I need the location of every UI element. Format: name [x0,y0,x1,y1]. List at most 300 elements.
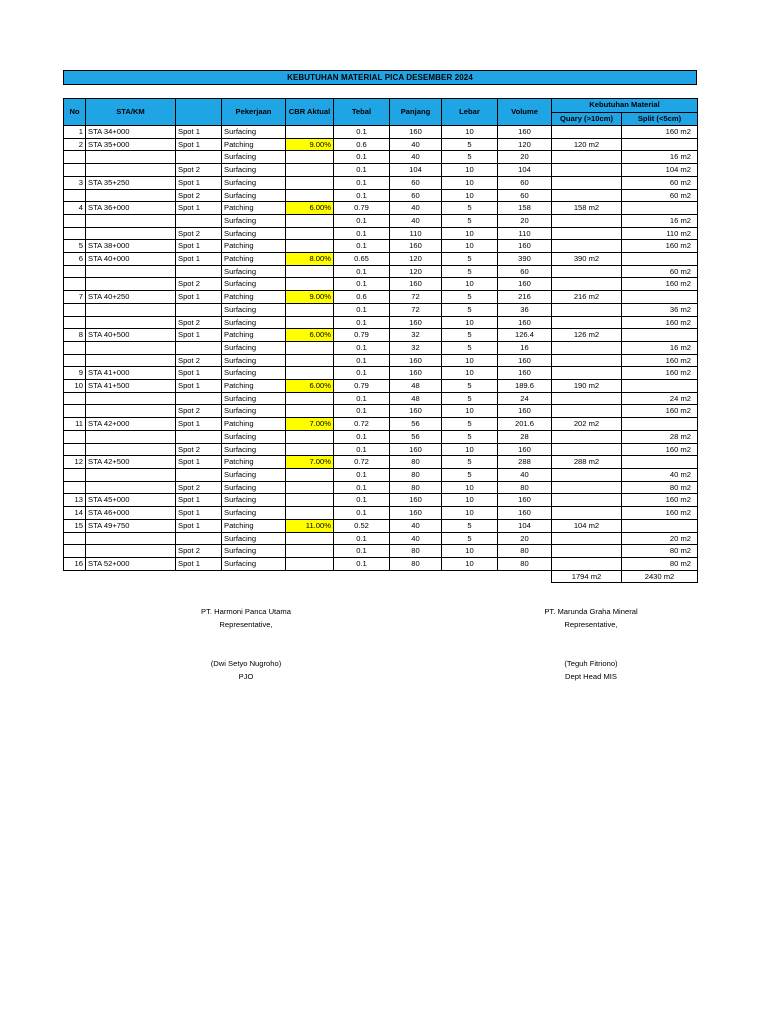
cell-pekerjaan: Surfacing [222,151,286,164]
cell-split [622,329,698,342]
cell-no: 9 [64,367,86,380]
cell-no [64,545,86,558]
header-no: No [64,99,86,126]
cell-tebal: 0.65 [334,253,390,266]
cell-split [622,253,698,266]
cell-split: 110 m2 [622,227,698,240]
cell-pekerjaan: Surfacing [222,532,286,545]
cell-tebal: 0.1 [334,392,390,405]
cell-tebal: 0.1 [334,303,390,316]
cell-quary: 202 m2 [552,418,622,431]
cell-pekerjaan: Surfacing [222,316,286,329]
table-row [64,456,698,469]
cell-volume: 160 [498,278,552,291]
table-row [64,418,698,431]
cell-spot: Spot 2 [176,443,222,456]
cell-tebal: 0.1 [334,316,390,329]
cell-cbr [286,341,334,354]
cell-pekerjaan: Patching [222,202,286,215]
cell-pekerjaan: Surfacing [222,443,286,456]
cell-split [622,456,698,469]
cell-volume: 36 [498,303,552,316]
cell-panjang: 160 [390,443,442,456]
signature-right-company: PT. Marunda Graha Mineral [544,607,638,616]
cell-cbr [286,557,334,570]
cell-spot [176,151,222,164]
cell-volume: 158 [498,202,552,215]
cell-no [64,303,86,316]
table-row [64,214,698,227]
cell-spot [176,303,222,316]
cell-volume: 28 [498,430,552,443]
cell-pekerjaan: Surfacing [222,545,286,558]
cell-tebal: 0.1 [334,176,390,189]
cell-volume: 126.4 [498,329,552,342]
cell-pekerjaan: Surfacing [222,189,286,202]
cell-no [64,227,86,240]
cell-quary [552,341,622,354]
cell-spot: Spot 1 [176,507,222,520]
cell-panjang: 120 [390,253,442,266]
cell-sta: STA 41+500 [86,380,176,393]
header-quary: Quary (>10cm) [552,112,622,126]
cell-lebar: 10 [442,126,498,139]
header-spot [176,99,222,126]
cell-split: 160 m2 [622,367,698,380]
cell-tebal: 0.6 [334,291,390,304]
cell-lebar: 5 [442,380,498,393]
cell-volume: 104 [498,519,552,532]
cell-split: 80 m2 [622,545,698,558]
cell-no: 1 [64,126,86,139]
cell-sta: STA 41+000 [86,367,176,380]
signature-left-company: PT. Harmoni Panca Utama [201,607,291,616]
cell-panjang: 60 [390,189,442,202]
cell-quary [552,303,622,316]
cell-panjang: 160 [390,354,442,367]
cell-volume: 160 [498,494,552,507]
cell-quary [552,240,622,253]
cell-sta [86,151,176,164]
cell-quary [552,494,622,507]
cell-split [622,519,698,532]
cell-tebal: 0.1 [334,354,390,367]
cell-quary [552,164,622,177]
cell-spot: Spot 2 [176,354,222,367]
cell-split: 28 m2 [622,430,698,443]
cell-sta [86,430,176,443]
cell-sta [86,189,176,202]
cell-cbr [286,303,334,316]
cell-split: 160 m2 [622,405,698,418]
cell-sta [86,443,176,456]
cell-spot [176,341,222,354]
cell-no [64,354,86,367]
cell-lebar: 10 [442,240,498,253]
signature-left-name: (Dwi Setyo Nugroho) [210,659,282,668]
cell-panjang: 80 [390,557,442,570]
cell-pekerjaan: Patching [222,138,286,151]
cell-volume: 160 [498,507,552,520]
material-table [63,98,698,583]
cell-spot [176,532,222,545]
cell-pekerjaan: Surfacing [222,265,286,278]
table-row [64,430,698,443]
cell-spot: Spot 2 [176,316,222,329]
cell-tebal: 0.1 [334,367,390,380]
cell-spot: Spot 2 [176,545,222,558]
cell-lebar: 5 [442,430,498,443]
cell-lebar: 5 [442,151,498,164]
cell-panjang: 80 [390,545,442,558]
cell-spot: Spot 2 [176,164,222,177]
cell-quary [552,214,622,227]
cell-pekerjaan: Surfacing [222,494,286,507]
cell-split [622,138,698,151]
table-row [64,545,698,558]
cell-spot [176,468,222,481]
cell-no [64,278,86,291]
cell-panjang: 160 [390,367,442,380]
cell-volume: 160 [498,316,552,329]
cell-no [64,189,86,202]
cell-no: 5 [64,240,86,253]
signature-left-role: Representative, [219,620,273,629]
table-row [64,164,698,177]
cell-split: 80 m2 [622,557,698,570]
cell-pekerjaan: Surfacing [222,481,286,494]
cell-split: 60 m2 [622,176,698,189]
cell-spot: Spot 1 [176,494,222,507]
cell-lebar: 10 [442,176,498,189]
cell-volume: 80 [498,557,552,570]
cell-lebar: 5 [442,468,498,481]
cell-pekerjaan: Surfacing [222,176,286,189]
cell-no [64,430,86,443]
cell-lebar: 5 [442,214,498,227]
cell-quary [552,468,622,481]
cell-sta: STA 46+000 [86,507,176,520]
cell-no: 14 [64,507,86,520]
cell-spot [176,430,222,443]
totals-row [64,570,698,583]
cell-no: 4 [64,202,86,215]
cell-cbr [286,214,334,227]
cell-panjang: 48 [390,380,442,393]
cell-sta [86,392,176,405]
cell-tebal: 0.1 [334,278,390,291]
cell-split [622,202,698,215]
cell-split: 160 m2 [622,354,698,367]
cell-panjang: 60 [390,176,442,189]
cell-cbr [286,494,334,507]
header-panjang: Panjang [390,99,442,126]
cell-quary [552,443,622,456]
cell-panjang: 40 [390,214,442,227]
cell-panjang: 56 [390,418,442,431]
cell-panjang: 72 [390,303,442,316]
cell-sta [86,227,176,240]
cell-spot [176,392,222,405]
cell-panjang: 48 [390,392,442,405]
cell-split: 160 m2 [622,240,698,253]
cell-split: 160 m2 [622,507,698,520]
cell-pekerjaan: Patching [222,291,286,304]
cell-tebal: 0.79 [334,329,390,342]
cell-pekerjaan: Surfacing [222,430,286,443]
cell-tebal: 0.1 [334,430,390,443]
cell-cbr [286,316,334,329]
cell-tebal: 0.72 [334,456,390,469]
cell-sta [86,265,176,278]
table-row [64,303,698,316]
cell-tebal: 0.1 [334,405,390,418]
cell-tebal: 0.1 [334,189,390,202]
cell-lebar: 10 [442,367,498,380]
cell-lebar: 10 [442,316,498,329]
cell-quary [552,481,622,494]
header-lebar: Lebar [442,99,498,126]
cell-spot: Spot 1 [176,253,222,266]
cell-lebar: 5 [442,202,498,215]
cell-cbr [286,278,334,291]
cell-lebar: 5 [442,341,498,354]
cell-split [622,380,698,393]
cell-volume: 40 [498,468,552,481]
cell-spot: Spot 1 [176,329,222,342]
signature-right-name: (Teguh Fitriono) [564,659,618,668]
cell-cbr [286,164,334,177]
cell-tebal: 0.1 [334,507,390,520]
table-row [64,278,698,291]
table-row [64,253,698,266]
cell-sta [86,545,176,558]
cell-spot: Spot 1 [176,418,222,431]
cell-sta [86,354,176,367]
cell-cbr: 6.00% [286,329,334,342]
cell-pekerjaan: Surfacing [222,468,286,481]
cell-no: 3 [64,176,86,189]
cell-volume: 201.6 [498,418,552,431]
cell-split: 36 m2 [622,303,698,316]
cell-split: 16 m2 [622,341,698,354]
cell-panjang: 32 [390,329,442,342]
cell-sta: STA 38+000 [86,240,176,253]
cell-sta: STA 34+000 [86,126,176,139]
cell-cbr: 6.00% [286,202,334,215]
signature-right [521,605,661,683]
cell-no [64,468,86,481]
cell-tebal: 0.1 [334,545,390,558]
cell-volume: 160 [498,240,552,253]
cell-split: 60 m2 [622,189,698,202]
cell-tebal: 0.1 [334,443,390,456]
cell-spot: Spot 1 [176,176,222,189]
cell-panjang: 72 [390,291,442,304]
cell-volume: 80 [498,481,552,494]
cell-lebar: 5 [442,253,498,266]
cell-quary: 126 m2 [552,329,622,342]
cell-quary [552,126,622,139]
cell-cbr [286,430,334,443]
cell-cbr: 9.00% [286,291,334,304]
table-row [64,468,698,481]
cell-panjang: 40 [390,202,442,215]
cell-lebar: 5 [442,392,498,405]
cell-cbr [286,468,334,481]
cell-spot [176,214,222,227]
cell-panjang: 80 [390,468,442,481]
cell-spot [176,265,222,278]
total-split: 2430 m2 [622,570,698,583]
cell-sta: STA 40+500 [86,329,176,342]
cell-cbr: 7.00% [286,418,334,431]
cell-sta [86,303,176,316]
cell-quary: 190 m2 [552,380,622,393]
cell-tebal: 0.1 [334,240,390,253]
cell-sta: STA 52+000 [86,557,176,570]
cell-quary [552,430,622,443]
cell-panjang: 32 [390,341,442,354]
cell-pekerjaan: Surfacing [222,126,286,139]
cell-quary: 158 m2 [552,202,622,215]
cell-spot: Spot 1 [176,557,222,570]
cell-sta: STA 35+250 [86,176,176,189]
cell-split: 24 m2 [622,392,698,405]
cell-panjang: 160 [390,278,442,291]
cell-volume: 60 [498,265,552,278]
cell-cbr [286,189,334,202]
cell-quary: 216 m2 [552,291,622,304]
table-row [64,519,698,532]
cell-panjang: 104 [390,164,442,177]
cell-cbr: 7.00% [286,456,334,469]
cell-tebal: 0.72 [334,418,390,431]
cell-cbr [286,265,334,278]
table-row [64,189,698,202]
cell-quary [552,354,622,367]
cell-quary [552,507,622,520]
cell-spot: Spot 2 [176,405,222,418]
cell-sta: STA 45+000 [86,494,176,507]
table-row [64,392,698,405]
cell-spot: Spot 1 [176,519,222,532]
cell-spot: Spot 2 [176,189,222,202]
cell-sta: STA 35+000 [86,138,176,151]
cell-cbr [286,392,334,405]
cell-lebar: 10 [442,227,498,240]
cell-lebar: 10 [442,405,498,418]
cell-pekerjaan: Patching [222,418,286,431]
cell-panjang: 160 [390,507,442,520]
header-tebal: Tebal [334,99,390,126]
cell-lebar: 5 [442,303,498,316]
table-row [64,291,698,304]
table-row [64,138,698,151]
cell-split: 40 m2 [622,468,698,481]
cell-sta [86,532,176,545]
cell-sta: STA 40+000 [86,253,176,266]
cell-sta [86,164,176,177]
cell-volume: 120 [498,138,552,151]
table-row [64,202,698,215]
cell-pekerjaan: Surfacing [222,341,286,354]
cell-volume: 60 [498,189,552,202]
cell-no [64,151,86,164]
cell-no [64,341,86,354]
cell-spot: Spot 1 [176,202,222,215]
cell-quary [552,532,622,545]
cell-volume: 24 [498,392,552,405]
cell-split: 104 m2 [622,164,698,177]
header-cbr: CBR Aktual [286,99,334,126]
table-row [64,329,698,342]
cell-lebar: 5 [442,532,498,545]
cell-no: 13 [64,494,86,507]
cell-cbr [286,227,334,240]
cell-quary [552,392,622,405]
cell-no: 15 [64,519,86,532]
cell-quary [552,227,622,240]
cell-spot: Spot 1 [176,126,222,139]
cell-no [64,443,86,456]
cell-volume: 288 [498,456,552,469]
cell-quary [552,405,622,418]
cell-quary: 104 m2 [552,519,622,532]
cell-volume: 160 [498,126,552,139]
cell-quary [552,545,622,558]
cell-lebar: 10 [442,481,498,494]
table-row [64,126,698,139]
cell-volume: 189.6 [498,380,552,393]
cell-no: 7 [64,291,86,304]
cell-split [622,291,698,304]
cell-split: 160 m2 [622,443,698,456]
totals-spacer [64,570,552,583]
cell-volume: 216 [498,291,552,304]
cell-no [64,405,86,418]
cell-no: 8 [64,329,86,342]
cell-tebal: 0.1 [334,164,390,177]
cell-pekerjaan: Surfacing [222,392,286,405]
cell-panjang: 40 [390,151,442,164]
cell-pekerjaan: Surfacing [222,405,286,418]
cell-lebar: 10 [442,494,498,507]
cell-cbr [286,405,334,418]
cell-pekerjaan: Patching [222,240,286,253]
cell-panjang: 110 [390,227,442,240]
table-row [64,227,698,240]
cell-split: 160 m2 [622,278,698,291]
signature-left [176,605,316,683]
cell-split: 160 m2 [622,494,698,507]
cell-split [622,418,698,431]
cell-tebal: 0.1 [334,494,390,507]
cell-pekerjaan: Patching [222,456,286,469]
cell-no: 16 [64,557,86,570]
cell-cbr [286,367,334,380]
cell-split: 160 m2 [622,126,698,139]
cell-lebar: 10 [442,507,498,520]
cell-lebar: 5 [442,265,498,278]
cell-spot: Spot 1 [176,456,222,469]
cell-volume: 20 [498,214,552,227]
material-sheet [63,70,697,583]
cell-pekerjaan: Surfacing [222,354,286,367]
table-row [64,494,698,507]
cell-volume: 160 [498,367,552,380]
cell-cbr [286,354,334,367]
